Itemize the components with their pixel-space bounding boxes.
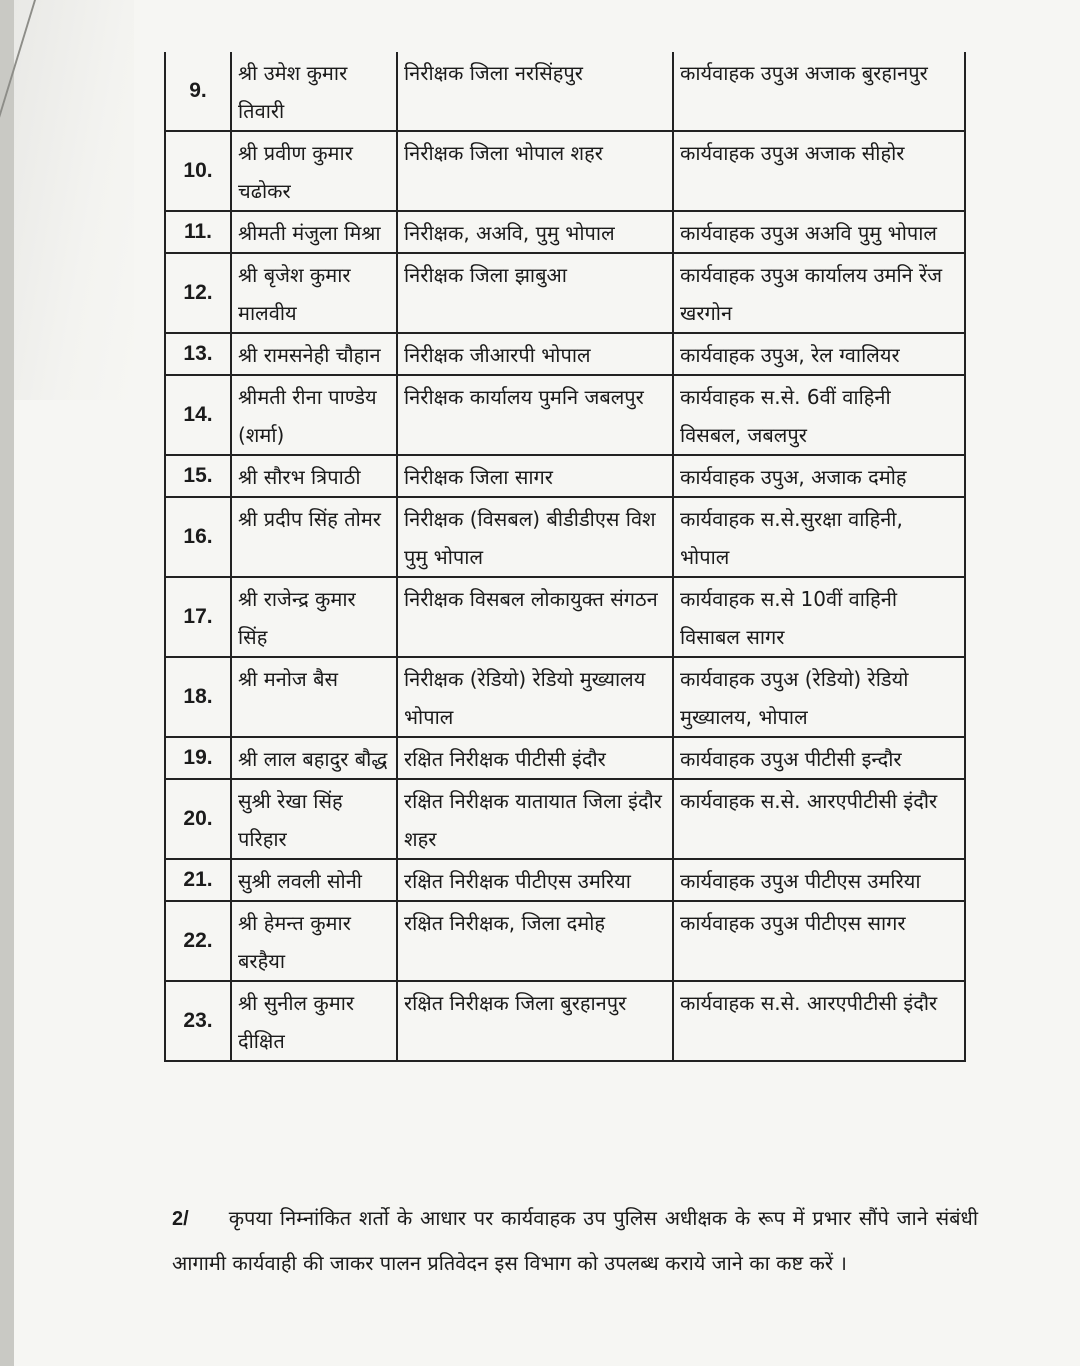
- new-posting: कार्यवाहक उपुअ कार्यालय उमनि रेंज खरगोन: [673, 253, 965, 333]
- current-posting: निरीक्षक (विसबल) बीडीडीएस विश पुमु भोपाल: [397, 497, 673, 577]
- table-row: [165, 333, 965, 375]
- officer-name: श्री राजेन्द्र कुमार सिंह: [231, 577, 397, 657]
- officer-name: श्री प्रवीण कुमार चढोकर: [231, 131, 397, 211]
- table-row: [165, 981, 965, 1061]
- current-posting: रक्षित निरीक्षक पीटीसी इंदौर: [397, 737, 673, 779]
- officer-name: सुश्री रेखा सिंह परिहार: [231, 779, 397, 859]
- officer-name: सुश्री लवली सोनी: [231, 859, 397, 901]
- table-row: [165, 253, 965, 333]
- current-posting: निरीक्षक जिला भोपाल शहर: [397, 131, 673, 211]
- row-number: 10.: [165, 131, 231, 211]
- officer-name: श्री लाल बहादुर बौद्ध: [231, 737, 397, 779]
- current-posting: निरीक्षक, अअवि, पुमु भोपाल: [397, 211, 673, 253]
- officer-name: श्रीमती मंजुला मिश्रा: [231, 211, 397, 253]
- row-number: 9.: [165, 52, 231, 131]
- table-row: [165, 375, 965, 455]
- new-posting: कार्यवाहक स.से. आरएपीटीसी इंदौर: [673, 981, 965, 1061]
- table-row: [165, 497, 965, 577]
- table-row: [165, 737, 965, 779]
- new-posting: कार्यवाहक उपुअ, अजाक दमोह: [673, 455, 965, 497]
- table-row: [165, 52, 965, 131]
- row-number: 11.: [165, 211, 231, 253]
- current-posting: रक्षित निरीक्षक, जिला दमोह: [397, 901, 673, 981]
- table-row: [165, 779, 965, 859]
- current-posting: रक्षित निरीक्षक जिला बुरहानपुर: [397, 981, 673, 1061]
- row-number: 21.: [165, 859, 231, 901]
- current-posting: निरीक्षक कार्यालय पुमनि जबलपुर: [397, 375, 673, 455]
- instruction-paragraph: [172, 1196, 978, 1285]
- row-number: 13.: [165, 333, 231, 375]
- officer-name: श्री मनोज बैस: [231, 657, 397, 737]
- current-posting: निरीक्षक (रेडियो) रेडियो मुख्यालय भोपाल: [397, 657, 673, 737]
- current-posting: रक्षित निरीक्षक पीटीएस उमरिया: [397, 859, 673, 901]
- officer-name: श्री बृजेश कुमार मालवीय: [231, 253, 397, 333]
- new-posting: कार्यवाहक उपुअ पीटीएस सागर: [673, 901, 965, 981]
- current-posting: रक्षित निरीक्षक यातायात जिला इंदौर शहर: [397, 779, 673, 859]
- row-number: 16.: [165, 497, 231, 577]
- row-number: 19.: [165, 737, 231, 779]
- row-number: 14.: [165, 375, 231, 455]
- row-number: 23.: [165, 981, 231, 1061]
- current-posting: निरीक्षक जिला नरसिंहपुर: [397, 52, 673, 131]
- row-number: 17.: [165, 577, 231, 657]
- officer-name: श्री सुनील कुमार दीक्षित: [231, 981, 397, 1061]
- officer-name: श्रीमती रीना पाण्डेय (शर्मा): [231, 375, 397, 455]
- new-posting: कार्यवाहक स.से. 6वीं वाहिनी विसबल, जबलपुर: [673, 375, 965, 455]
- new-posting: कार्यवाहक उपुअ अअवि पुमु भोपाल: [673, 211, 965, 253]
- row-number: 15.: [165, 455, 231, 497]
- row-number: 12.: [165, 253, 231, 333]
- new-posting: कार्यवाहक स.से 10वीं वाहिनी विसाबल सागर: [673, 577, 965, 657]
- current-posting: निरीक्षक जिला सागर: [397, 455, 673, 497]
- current-posting: निरीक्षक जीआरपी भोपाल: [397, 333, 673, 375]
- new-posting: कार्यवाहक स.से.सुरक्षा वाहिनी, भोपाल: [673, 497, 965, 577]
- officer-name: श्री रामसनेही चौहान: [231, 333, 397, 375]
- new-posting: कार्यवाहक उपुअ अजाक सीहोर: [673, 131, 965, 211]
- table-row: [165, 657, 965, 737]
- row-number: 20.: [165, 779, 231, 859]
- paragraph-text: कृपया निम्नांकित शर्तो के आधार पर कार्यवाहक उप पुलिस अधीक्षक के रूप में प्रभार सौंपे जाने संबंधी आगामी कार्यवाही की जाकर पालन प्रतिवेदन इस विभाग को उपलब्ध कराये जाने का कष्ट करें ।: [172, 1206, 978, 1275]
- new-posting: कार्यवाहक स.से. आरएपीटीसी इंदौर: [673, 779, 965, 859]
- document-page: [14, 0, 1080, 1366]
- table-row: [165, 455, 965, 497]
- table-row: [165, 211, 965, 253]
- current-posting: निरीक्षक विसबल लोकायुक्त संगठन: [397, 577, 673, 657]
- new-posting: कार्यवाहक उपुअ अजाक बुरहानपुर: [673, 52, 965, 131]
- table-row: [165, 901, 965, 981]
- officer-name: श्री सौरभ त्रिपाठी: [231, 455, 397, 497]
- table-row: [165, 131, 965, 211]
- new-posting: कार्यवाहक उपुअ पीटीसी इन्दौर: [673, 737, 965, 779]
- new-posting: कार्यवाहक उपुअ (रेडियो) रेडियो मुख्यालय, भोपाल: [673, 657, 965, 737]
- row-number: 22.: [165, 901, 231, 981]
- officer-name: श्री हेमन्त कुमार बरहैया: [231, 901, 397, 981]
- officer-posting-table: [164, 52, 966, 1062]
- officer-name: श्री उमेश कुमार तिवारी: [231, 52, 397, 131]
- officer-name: श्री प्रदीप सिंह तोमर: [231, 497, 397, 577]
- paragraph-number: 2/: [172, 1208, 189, 1230]
- new-posting: कार्यवाहक उपुअ, रेल ग्वालियर: [673, 333, 965, 375]
- new-posting: कार्यवाहक उपुअ पीटीएस उमरिया: [673, 859, 965, 901]
- table-row: [165, 577, 965, 657]
- current-posting: निरीक्षक जिला झाबुआ: [397, 253, 673, 333]
- page-fold: [14, 0, 134, 400]
- table-row: [165, 859, 965, 901]
- row-number: 18.: [165, 657, 231, 737]
